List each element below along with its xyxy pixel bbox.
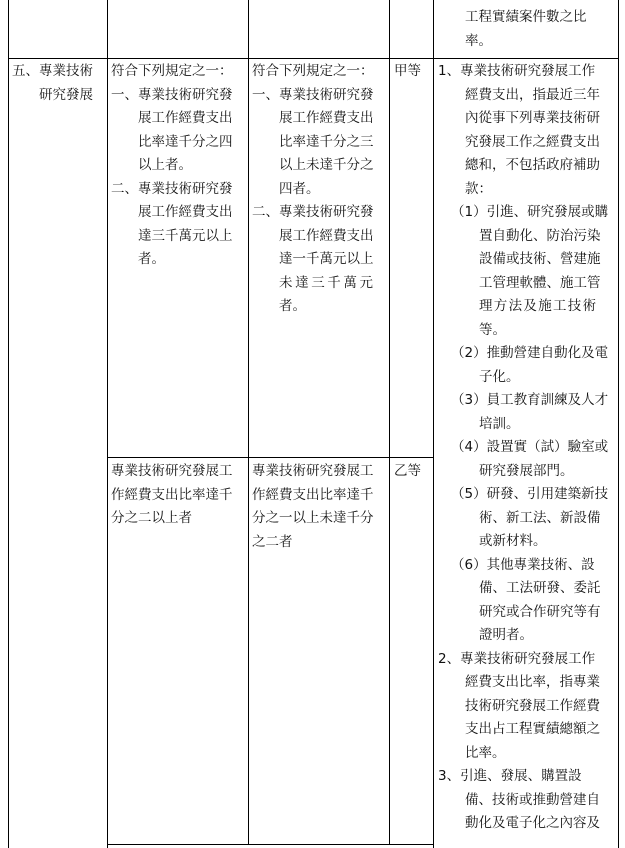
criteria-line: 展工作經費支出 — [279, 227, 374, 244]
criteria-line: 未達三千萬元 — [279, 274, 376, 291]
note-line: 備、工法研發、委託 — [479, 580, 601, 596]
criteria-line: 展工作經費支出 — [138, 204, 233, 220]
note-line: 設備或技術、營建施 — [479, 251, 601, 267]
criteria-line: 者。 — [138, 251, 165, 267]
grade-a-label — [394, 60, 434, 84]
note-line: 研究發展部門。 — [479, 462, 574, 479]
note-line: 置自動化、防治污染 — [479, 227, 601, 244]
note-line: 支出占工程實績總額之 — [465, 721, 600, 737]
table-border-right — [618, 0, 619, 848]
note-line: 或新材料。 — [479, 533, 547, 549]
criteria-line: 一、專業技術研究發 — [252, 86, 374, 103]
notes-column — [438, 60, 618, 836]
note-line: 經費支出，指最近三年 — [465, 86, 600, 103]
criteria-line: 比率達千分之四 — [138, 133, 233, 150]
grade-text: 乙等 — [394, 463, 421, 479]
category-line: 研究發展 — [39, 86, 93, 103]
note-line: （2）推動營建自動化及電 — [451, 345, 609, 361]
note-line: 動化及電子化之內容及 — [465, 815, 600, 831]
criteria-heading: 符合下列規定之一： — [252, 63, 374, 79]
note-line: 3、引進、發展、購置設 — [438, 768, 582, 784]
criteria-line: 專業技術研究發展工 — [252, 463, 374, 479]
carry-over-note — [438, 6, 618, 53]
note-line: （6）其他專業技術、設 — [451, 556, 595, 573]
column-divider-2 — [248, 0, 249, 845]
criteria-line: 之二者 — [252, 533, 293, 550]
criteria-line: 四者。 — [279, 180, 320, 197]
criteria-line: 展工作經費支出 — [279, 110, 374, 126]
note-line: 理方法及施工技術 — [479, 298, 598, 314]
criteria-line: 以上者。 — [138, 157, 192, 173]
note-line: 款： — [465, 180, 492, 197]
criteria-line: 一、專業技術研究發 — [111, 86, 233, 103]
note-line: 子化。 — [479, 368, 520, 385]
criteria-line: 分之二以上者 — [111, 510, 192, 526]
column-divider-3 — [389, 0, 390, 845]
column-divider-1 — [107, 0, 108, 848]
criteria-heading: 符合下列規定之一： — [111, 63, 233, 79]
note-line: 技術研究發展工作經費 — [465, 697, 600, 714]
criteria-line: 比率達千分之三 — [279, 133, 374, 150]
criteria-line: 二、專業技術研究發 — [252, 204, 374, 220]
row-divider-grade-b — [107, 457, 434, 458]
criteria-line: 達三千萬元以上 — [138, 227, 233, 244]
grade-a-criteria-b — [252, 60, 386, 319]
note-line: 研究或合作研究等有 — [479, 603, 601, 620]
note-line: 證明者。 — [479, 627, 533, 643]
note-line: （5）研發、引用建築新技 — [451, 486, 609, 502]
category-line: 五、專業技術 — [12, 63, 93, 79]
note-line: 比率。 — [465, 744, 506, 761]
note-line: 1、專業技術研究發展工作 — [438, 63, 596, 79]
grade-b-criteria-a — [111, 460, 247, 531]
note-line: 2、專業技術研究發展工作 — [438, 650, 596, 667]
criteria-line: 分之一以上未達千分 — [252, 510, 374, 526]
criteria-line: 展工作經費支出 — [138, 110, 233, 126]
category-label — [12, 60, 107, 107]
table-border-left — [8, 0, 9, 848]
column-divider-4 — [433, 0, 434, 848]
grade-b-label — [394, 460, 434, 484]
criteria-line: 者。 — [279, 298, 306, 314]
note-line: 備、技術或推動營建自 — [465, 791, 600, 808]
grade-text: 甲等 — [394, 63, 421, 79]
note-line: （4）設置實（試）驗室或 — [451, 439, 609, 455]
criteria-line: 以上未達千分之 — [279, 157, 374, 173]
carry-over-line: 率。 — [465, 32, 492, 49]
row-divider-top — [8, 58, 619, 59]
criteria-line: 作經費支出比率達千 — [111, 486, 233, 503]
criteria-line: 達一千萬元以上 — [279, 251, 374, 267]
grade-b-criteria-b — [252, 460, 386, 554]
criteria-line: 專業技術研究發展工 — [111, 463, 233, 479]
carry-over-line: 工程實績案件數之比 — [465, 9, 587, 25]
row-divider-bottom — [107, 844, 434, 845]
note-line: （3）員工教育訓練及人才 — [451, 392, 609, 408]
note-line: （1）引進、研究發展或購 — [451, 204, 609, 220]
note-line: 等。 — [479, 321, 506, 338]
criteria-line: 二、專業技術研究發 — [111, 180, 233, 197]
note-line: 工管理軟體、施工管 — [479, 274, 601, 291]
note-line: 究發展工作之經費支出 — [465, 133, 600, 150]
note-line: 總和，不包括政府補助 — [465, 157, 600, 173]
note-line: 經費支出比率，指專業 — [465, 674, 600, 690]
criteria-line: 作經費支出比率達千 — [252, 486, 374, 503]
note-line: 培訓。 — [479, 415, 520, 432]
grade-a-criteria-a — [111, 60, 247, 272]
note-line: 內從事下列專業技術研 — [465, 110, 600, 126]
note-line: 術、新工法、新設備 — [479, 509, 601, 526]
